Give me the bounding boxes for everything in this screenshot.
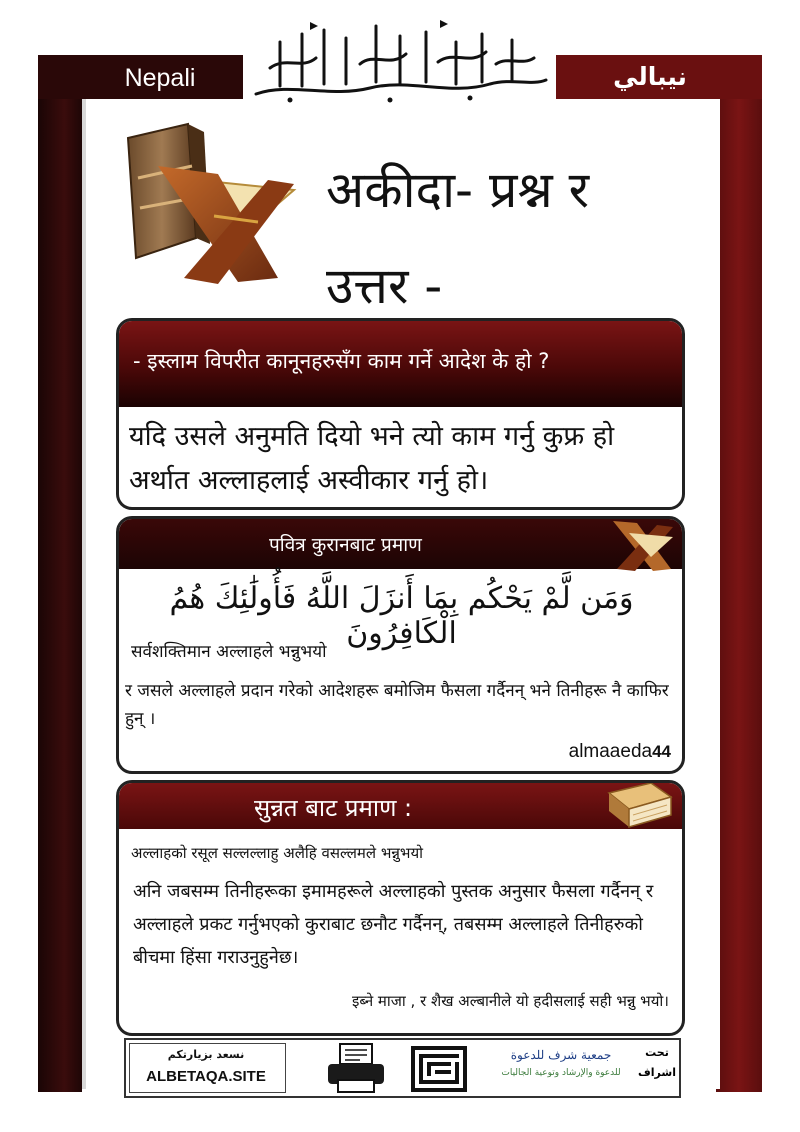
quran-reference	[499, 741, 671, 763]
right-side-band	[716, 55, 762, 1092]
supervision-label-2: اشراف	[638, 1066, 676, 1079]
hadith-intro: अल्लाहको रसूल सल्लल्लाहु अलैहि वसल्लमले भन्नुभयो	[131, 844, 424, 862]
sunnah-evidence-heading: सुन्नत बाट प्रमाण :	[254, 794, 413, 822]
printer-icon[interactable]	[324, 1042, 388, 1094]
website-badge[interactable]	[129, 1043, 286, 1093]
website-url[interactable]: ALBETAQA.SITE	[146, 1068, 266, 1085]
kufic-logo	[409, 1044, 469, 1094]
quran-stand-icon	[607, 517, 677, 573]
answer-text: यदि उसले अनुमति दियो भने त्यो काम गर्नु कुफ्र हो अर्थात अल्लाहलाई अस्वीकार गर्नु हो।	[129, 421, 615, 496]
organization-subtitle: للدعوة والإرشاد وتوعية الجاليات	[501, 1068, 621, 1078]
organization-logo	[491, 1044, 631, 1092]
sunnah-evidence-card	[116, 780, 685, 1036]
quran-translation: र जसले अल्लाहले प्रदान गरेको आदेशहरू बमोजिम फैसला गर्दैनन् भने तिनीहरू नै काफिर हुन् ।	[125, 681, 669, 729]
footer-bar	[124, 1038, 681, 1098]
book-icon	[601, 780, 679, 833]
page-title-line-1: अकीदा- प्रश्न र	[326, 161, 590, 219]
hadith-reference: इब्ने माजा , र शैख अल्बानीले यो हदीसलाई सही भन्नु भयो।	[352, 992, 669, 1010]
page-title	[326, 142, 706, 334]
quran-verse-arabic: وَمَن لَّمْ يَحْكُم بِمَا أَنزَلَ اللَّهُ فَأُولَٰئِكَ هُمُ الْكَافِرُونَ	[169, 581, 634, 651]
page-title-line-2: उत्तर -	[326, 257, 443, 315]
left-side-band	[38, 55, 82, 1092]
website-tagline: نسعد بزيارتكم	[167, 1048, 245, 1061]
quran-reference-number: 44	[652, 742, 671, 761]
question-text: - इस्लाम विपरीत कानूनहरुसँग काम गर्ने आदेश के हो ?	[133, 349, 550, 373]
quran-reference-name: almaaeda	[568, 741, 653, 762]
quran-evidence-card	[116, 516, 685, 774]
supervision-label-1: تحت	[645, 1046, 669, 1059]
quran-intro: सर्वशक्तिमान अल्लाहले भन्नुभयो	[131, 642, 327, 662]
basmala-calligraphy	[250, 12, 550, 104]
language-label-arabic: نيبالي	[613, 62, 687, 91]
quran-stand-illustration	[118, 118, 300, 290]
question-answer-card	[116, 318, 685, 510]
hadith-text: अनि जबसम्म तिनीहरूका इमामहरूले अल्लाहको पुस्तक अनुसार फैसला गर्दैनन् र अल्लाहले प्रकट गर्नुभएको कुराबाट छनौट गर्दैनन्, तबसम्म अल्लाहले तिनीहरुको बीचमा हिंसा गराउनुहुनेछ।	[133, 881, 654, 968]
language-label-english: Nepali	[124, 64, 196, 92]
quran-evidence-heading: पवित्र कुरानबाट प्रमाण	[269, 534, 422, 556]
organization-name: جمعية شرف للدعوة	[510, 1048, 612, 1062]
